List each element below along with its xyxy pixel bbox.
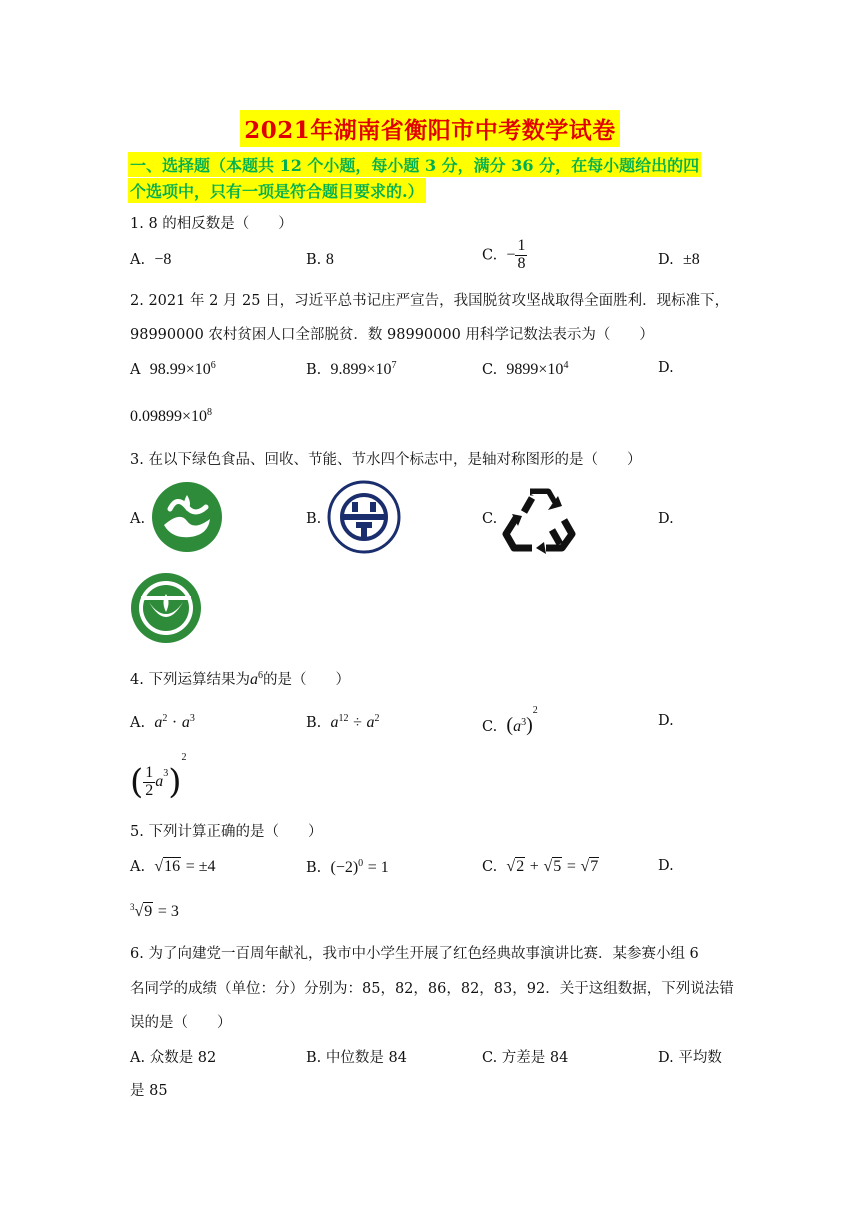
q3-option-c-label[interactable]: C. — [482, 511, 498, 527]
q6-option-d-continued: 是 85 — [130, 1083, 168, 1099]
q1-option-b[interactable]: B. 8 — [306, 251, 334, 268]
q1-option-c[interactable]: C. − $\frac{1}{8}$ — [482, 237, 526, 272]
q4-option-d-value[interactable]: ( $\frac{1}{2}$ $a^3)^2$ — [130, 752, 187, 802]
recycle-logo-icon[interactable] — [502, 482, 576, 554]
energy-saving-logo-icon[interactable] — [326, 480, 402, 554]
q2-option-d-label[interactable]: D. — [658, 360, 674, 376]
water-saving-logo-icon[interactable] — [129, 572, 203, 644]
title-container — [0, 110, 860, 147]
question-6-line2: 名同学的成绩（单位：分）分别为：85，82，86，82，83，92．关于这组数据，下列说法错 — [130, 981, 734, 997]
question-2-line2: 98990000 农村贫困人口全部脱贫．数 98990000 用科学记数法表示为（ ） — [130, 327, 654, 343]
q6-option-c[interactable]: C. 方差是 84 — [482, 1050, 569, 1066]
q2-option-b[interactable]: B. $9.899\times 10^7$ — [306, 360, 397, 378]
page-title: 2021年湖南省衡阳市中考数学试卷 — [240, 110, 620, 147]
question-6-line1: 6. 为了向建党一百周年献礼，我市中小学生开展了红色经典故事演讲比赛．某参赛小组 6 — [130, 946, 699, 962]
q4-option-c[interactable]: C. $(a^3)^2$ — [482, 705, 538, 736]
q5-option-d-label[interactable]: D. — [658, 858, 674, 874]
q6-option-b[interactable]: B. 中位数是 84 — [306, 1050, 407, 1066]
q5-option-d-value[interactable]: $^3$√9 = 3 — [130, 902, 179, 920]
q4-option-a[interactable]: A. $a^2 \cdot a^3$ — [130, 713, 195, 731]
q2-option-d-value[interactable]: $0.09899\times 10^8$ — [130, 407, 213, 425]
q6-option-d[interactable]: D. 平均数 — [658, 1050, 722, 1066]
q3-option-d-label[interactable]: D. — [658, 511, 674, 527]
question-4-stem: 4. 下列运算结果为$a^6$的是（ ） — [130, 670, 350, 688]
fraction-one-half: $\frac{1}{2}$ — [145, 763, 154, 799]
q2-option-a[interactable]: A $98.99\times 10^6$ — [130, 360, 216, 378]
question-3-stem: 3. 在以下绿色食品、回收、节能、节水四个标志中，是轴对称图形的是（ ） — [130, 452, 642, 468]
fraction-one-eighth: $\frac{1}{8}$ — [517, 237, 526, 272]
question-1-stem: 1. 8 的相反数是（ ） — [130, 216, 293, 232]
question-2-line1: 2. 2021 年 2 月 25 日，习近平总书记庄严宣告，我国脱贫攻坚战取得全面胜利．现标准下， — [130, 293, 730, 309]
q5-option-c[interactable]: C. √2 + √5 = √7 — [482, 858, 599, 875]
q4-option-b[interactable]: B. $a^{12} \div a^2$ — [306, 713, 380, 731]
q3-option-b-label[interactable]: B. — [306, 511, 322, 527]
q2-option-c[interactable]: C. $9899\times 10^4$ — [482, 360, 569, 378]
question-5-stem: 5. 下列计算正确的是（ ） — [130, 824, 323, 840]
q1-option-a[interactable]: A. −8 — [130, 251, 172, 268]
q4-option-d-label[interactable]: D. — [658, 713, 674, 729]
q6-option-a[interactable]: A. 众数是 82 — [130, 1050, 217, 1066]
q5-option-b[interactable]: B. $(-2)^0 = 1$ — [306, 858, 389, 876]
section-header-line1: 一、选择题（本题共 12 个小题，每小题 3 分，满分 36 分，在每小题给出的四 — [128, 152, 701, 177]
question-6-line3: 误的是（ ） — [130, 1015, 232, 1031]
q5-option-a[interactable]: A. √16 = ±4 — [130, 858, 216, 875]
green-food-logo-icon[interactable] — [150, 481, 224, 553]
section-header-line2: 个选项中，只有一项是符合题目要求的.） — [128, 178, 426, 203]
q3-option-a-label[interactable]: A. — [130, 511, 146, 527]
q1-option-d[interactable]: D. ±8 — [658, 251, 700, 268]
